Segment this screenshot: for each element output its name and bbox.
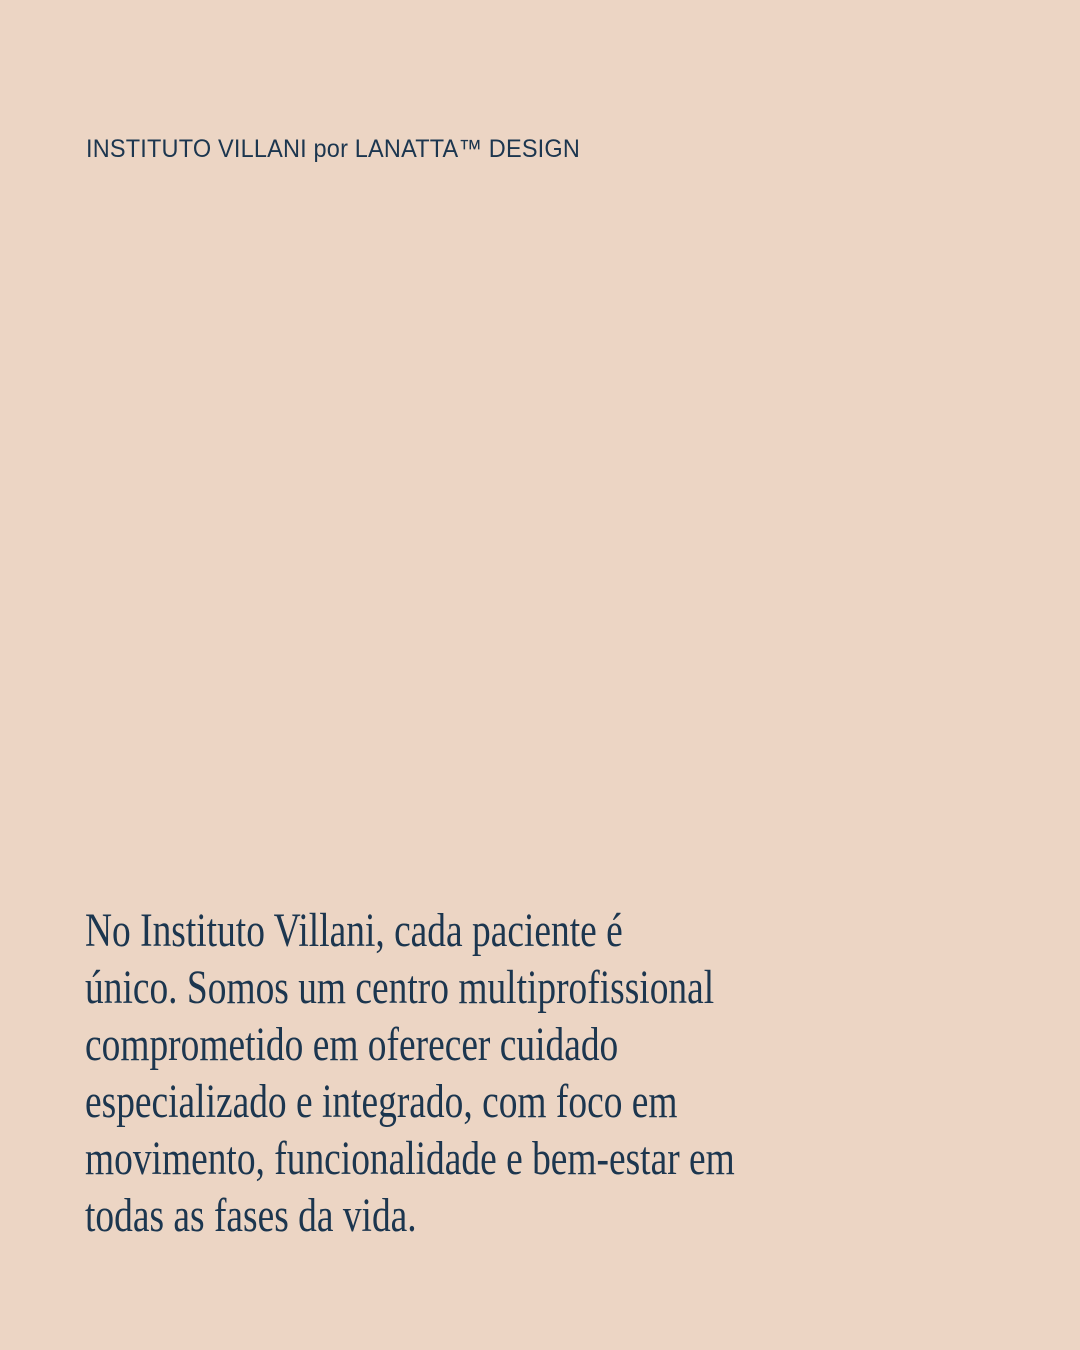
paragraph-line: único. Somos um centro multiprofissional (85, 961, 715, 1014)
about-paragraph (85, 902, 918, 1244)
paragraph-line: todas as fases da vida. (85, 1189, 417, 1242)
paragraph-line: No Instituto Villani, cada paciente é (85, 904, 623, 957)
paragraph-line: especializado e integrado, com foco em (85, 1075, 678, 1128)
paragraph-line: movimento, funcionalidade e bem-estar em (85, 1132, 735, 1185)
brand-header: INSTITUTO VILLANI por LANATTA™ DESIGN (86, 135, 581, 163)
paragraph-line: comprometido em oferecer cuidado (85, 1018, 619, 1071)
